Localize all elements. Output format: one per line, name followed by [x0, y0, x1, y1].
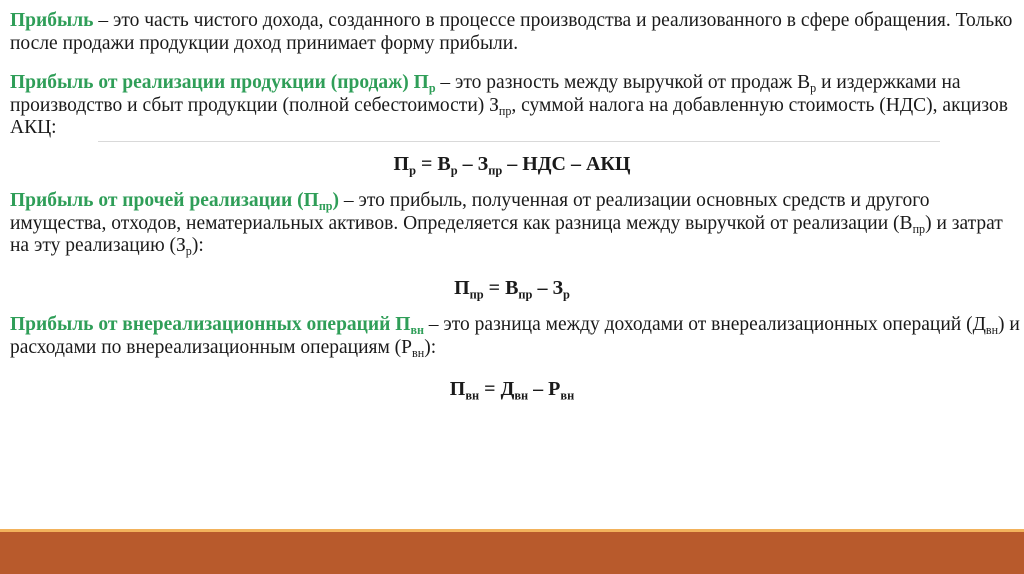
- sales-profit-text-3: , суммой налога на добавленную стоимость (НДС), акцизов АКЦ:: [10, 94, 1008, 138]
- f3-b: = Д: [479, 378, 515, 400]
- term-other-sales-profit: [10, 190, 339, 214]
- definition-profit: [10, 10, 1022, 55]
- f3-a: П: [449, 378, 466, 400]
- f3-c: – Р: [528, 378, 561, 400]
- term-other-sales-text: Прибыль от прочей реализации (П: [10, 190, 319, 211]
- f1-b: = В: [415, 153, 451, 175]
- sales-profit-text-2: и издержками на производство и сбыт продукции (полной себестоимости) З: [10, 72, 961, 116]
- nonoperating-text-2: ) и расходами по внереализационным операциям (Р: [10, 314, 1020, 358]
- other-sales-sub-1: пр: [912, 221, 926, 236]
- f1-a-sub: р: [409, 163, 416, 178]
- f2-c: – З: [532, 277, 564, 299]
- term-profit: Прибыль: [10, 10, 94, 31]
- formula-sales-profit: [0, 152, 1024, 176]
- f1-c: – З: [457, 153, 489, 175]
- term-other-sales-end: ): [332, 190, 339, 211]
- footer-bar: [0, 532, 1024, 574]
- nonoperating-text-1: – это разница между доходами от внереализационных операций (Д: [423, 314, 986, 335]
- divider-line: [98, 141, 940, 142]
- f2-a-sub: пр: [469, 287, 484, 302]
- term-sales-profit: [10, 72, 436, 96]
- f3-b-sub: вн: [514, 388, 529, 403]
- term-nonoperating-subscript: вн: [410, 323, 424, 338]
- other-sales-text-2: ) и затрат на эту реализацию (З: [10, 212, 1003, 256]
- term-nonoperating-text: Прибыль от внереализационных операций П: [10, 314, 411, 335]
- f2-b-sub: пр: [518, 287, 533, 302]
- formula-nonoperating-profit: [0, 377, 1024, 401]
- other-sales-text-1: – это прибыль, полученная от реализации основных средств и другого имущества, отходов, нематериальных активов. Определяется как разница между выручкой от реализации (В: [10, 190, 930, 234]
- term-other-sales-subscript: пр: [318, 199, 333, 214]
- definition-other-sales-profit: [10, 190, 1022, 258]
- nonoperating-sub-1: вн: [985, 323, 999, 338]
- f3-a-sub: вн: [465, 388, 480, 403]
- f1-c-sub: пр: [488, 163, 503, 178]
- other-sales-text-3: ):: [191, 235, 204, 256]
- term-sales-profit-text: Прибыль от реализации продукции (продаж) П: [10, 72, 429, 93]
- nonoperating-text-3: ):: [424, 336, 437, 358]
- f3-c-sub: вн: [560, 388, 575, 403]
- f1-a: П: [393, 153, 410, 175]
- definition-sales-profit: [10, 72, 1022, 140]
- term-nonoperating-profit: [10, 314, 424, 338]
- f2-b: = В: [483, 277, 519, 299]
- sales-profit-sub-1: р: [810, 81, 817, 96]
- sales-profit-text-1: – это разность между выручкой от продаж В: [435, 72, 811, 93]
- f1-b-sub: р: [450, 163, 458, 178]
- term-sales-profit-subscript: р: [428, 81, 436, 96]
- definition-nonoperating-profit: [10, 314, 1022, 359]
- definition-profit-text: – это часть чистого дохода, созданного в процессе производства и реализованного в сфере обращения. Только после продажи продукции доход принимает форму прибыли.: [10, 10, 1013, 54]
- f1-d: – НДС – АКЦ: [502, 153, 631, 175]
- other-sales-sub-2: р: [185, 244, 192, 259]
- f2-a: П: [454, 277, 470, 299]
- sales-profit-sub-2: пр: [498, 103, 512, 118]
- formula-other-sales-profit: [0, 276, 1024, 300]
- f2-c-sub: р: [563, 287, 570, 302]
- nonoperating-sub-2: вн: [412, 345, 425, 360]
